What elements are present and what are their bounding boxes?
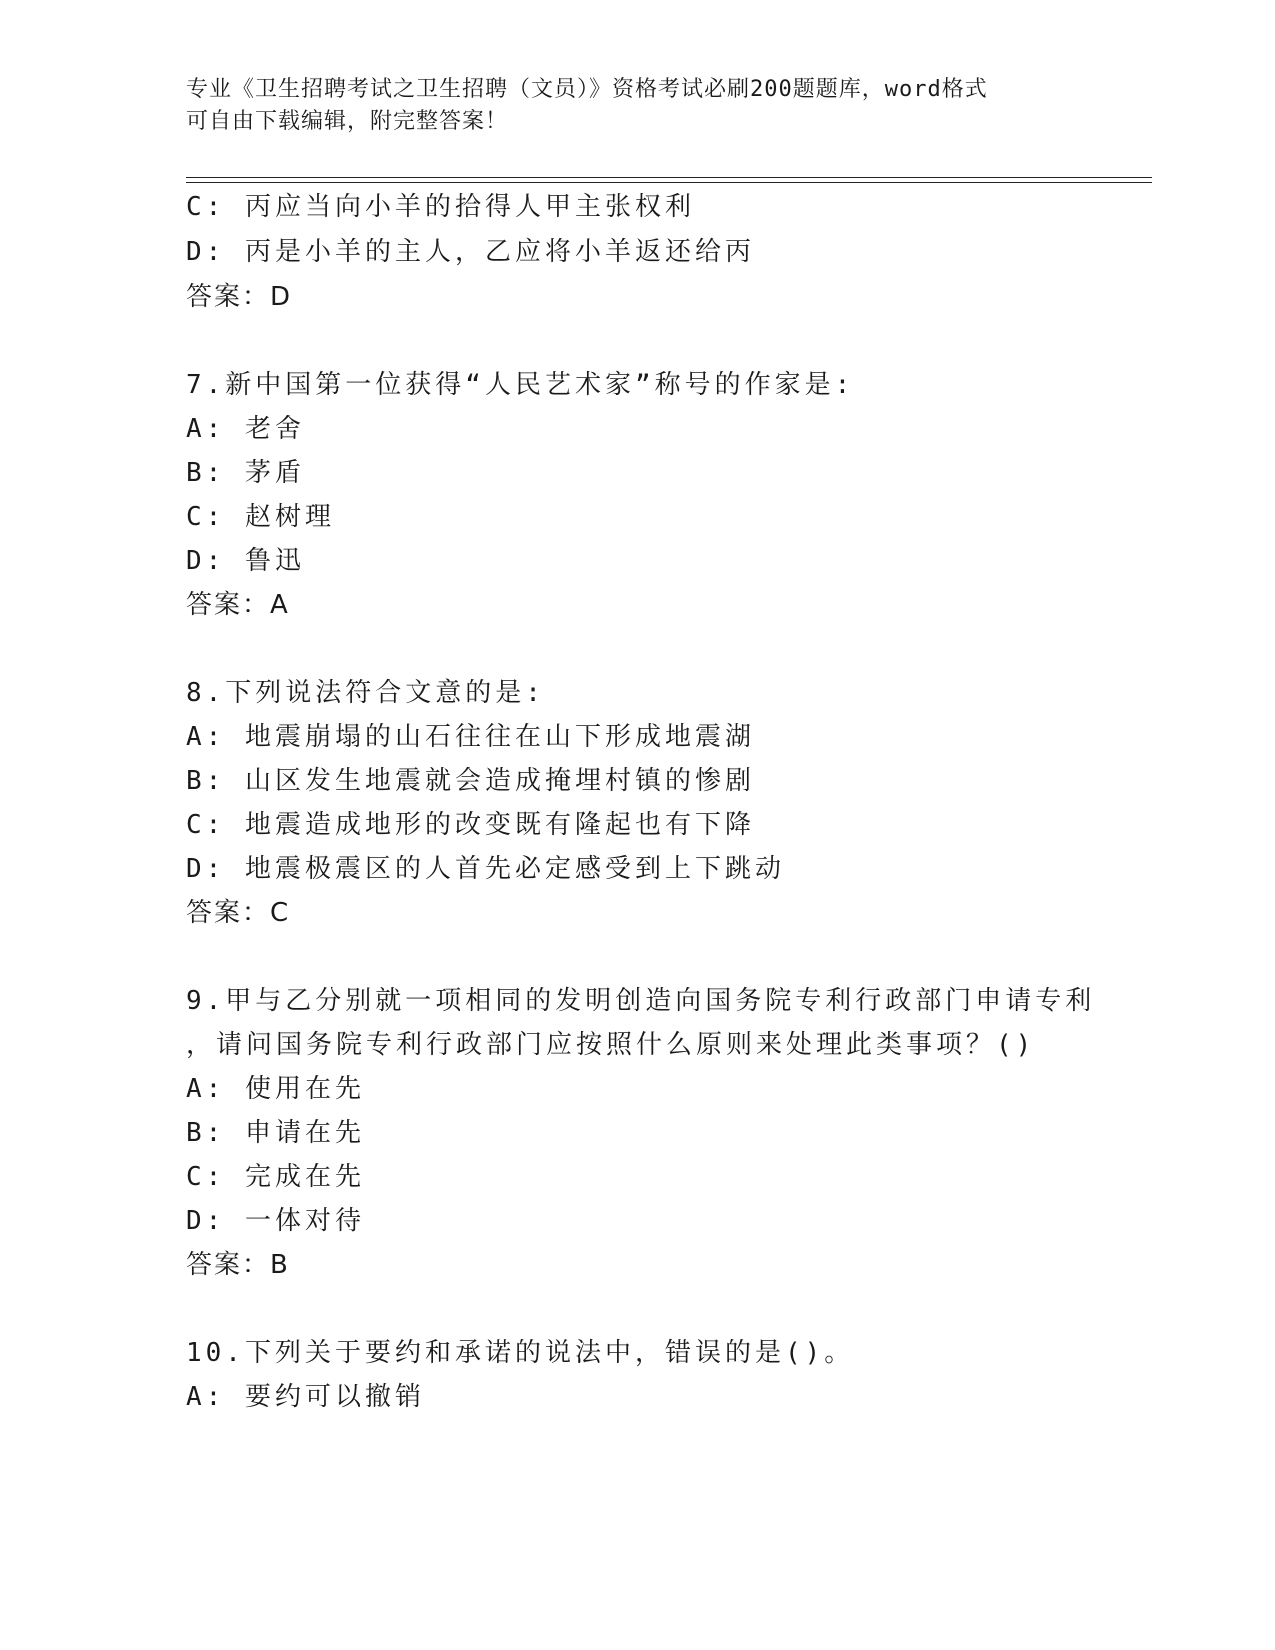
q9-option-d: D: 一体对待 [186, 1206, 365, 1236]
q9-answer: 答案：B [186, 1250, 290, 1280]
header-title-line-2: 可自由下载编辑，附完整答案！ [186, 109, 509, 134]
q9-question-line-1: 9.甲与乙分别就一项相同的发明创造向国务院专利行政部门申请专利 [186, 986, 1096, 1016]
prev-option-d: D: 丙是小羊的主人，乙应将小羊返还给丙 [186, 237, 755, 267]
q8-question: 8.下列说法符合文意的是: [186, 678, 545, 708]
q9-option-a: A: 使用在先 [186, 1074, 365, 1104]
document-header [186, 74, 1086, 138]
q9-option-c: C: 完成在先 [186, 1162, 365, 1192]
q7-question: 7.新中国第一位获得“人民艺术家”称号的作家是: [186, 370, 855, 400]
q7-option-d: D: 鲁迅 [186, 546, 305, 576]
q8-option-a: A: 地震崩塌的山石往往在山下形成地震湖 [186, 722, 755, 752]
q7-option-b: B: 茅盾 [186, 458, 305, 488]
q8-option-c: C: 地震造成地形的改变既有隆起也有下降 [186, 810, 755, 840]
q9-option-b: B: 申请在先 [186, 1118, 365, 1148]
q10-option-a: A: 要约可以撤销 [186, 1382, 425, 1412]
header-title-line-1: 专业《卫生招聘考试之卫生招聘（文员）》资格考试必刷200题题库，word格式 [186, 77, 988, 102]
q8-option-b: B: 山区发生地震就会造成掩埋村镇的惨剧 [186, 766, 755, 796]
header-divider-bottom [186, 182, 1152, 183]
q7-option-a: A: 老舍 [186, 414, 305, 444]
prev-answer: 答案：D [186, 282, 293, 312]
q10-question: 10.下列关于要约和承诺的说法中，错误的是()。 [186, 1338, 855, 1368]
prev-option-c: C: 丙应当向小羊的拾得人甲主张权利 [186, 192, 695, 222]
q7-option-c: C: 赵树理 [186, 502, 335, 532]
q9-question-line-2: ，请问国务院专利行政部门应按照什么原则来处理此类事项？() [186, 1030, 1036, 1060]
header-divider-top [186, 177, 1152, 178]
q8-option-d: D: 地震极震区的人首先必定感受到上下跳动 [186, 854, 785, 884]
q8-answer: 答案：C [186, 898, 291, 928]
q7-answer: 答案：A [186, 590, 290, 620]
